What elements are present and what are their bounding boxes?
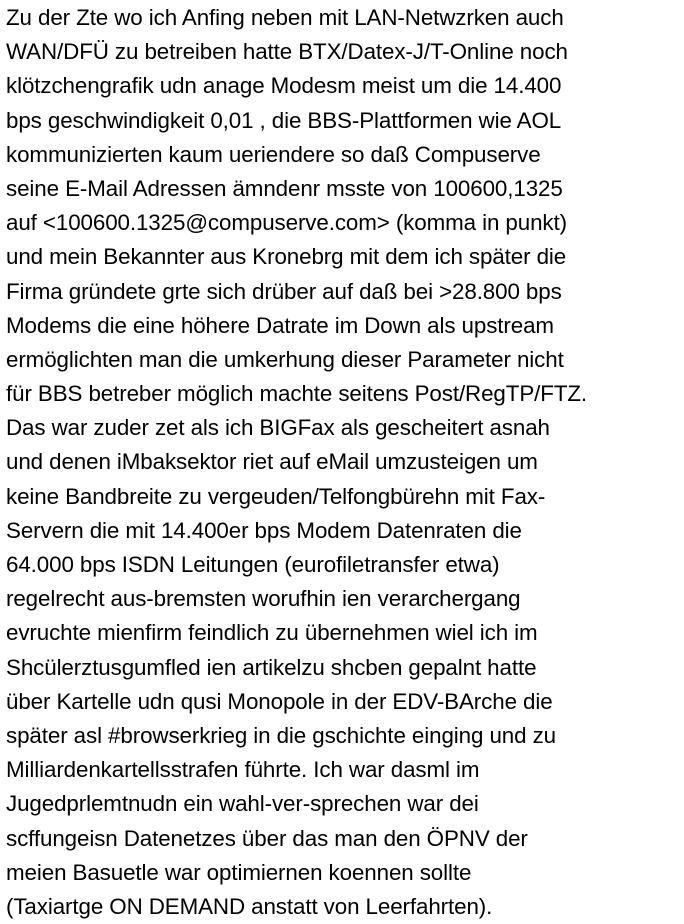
text-line: Firma gründete grte sich drüber auf daß bei >28.800 bps xyxy=(6,278,562,304)
text-line: keine Bandbreite zu vergeuden/Telfongbürehn mit Fax- xyxy=(6,483,546,509)
text-line: scffungeisn Datenetzes über das man den ÖPNV der xyxy=(6,825,528,851)
text-line: kommunizierten kaum ueriendere so daß Compuserve xyxy=(6,141,541,167)
text-line: Das war zuder zet als ich BIGFax als gescheitert asnah xyxy=(6,415,550,441)
text-line: Jugedprlemtnudn ein wahl-ver-sprechen war dei xyxy=(6,791,479,817)
text-line: über Kartelle udn qusi Monopole in der EDV-BArche die xyxy=(6,688,553,714)
text-line: evruchte mienfirm feindlich zu übernehmen wiel ich im xyxy=(6,620,538,646)
text-line: Zu der Zte wo ich Anfing neben mit LAN-Netwzrken auch xyxy=(6,5,564,30)
text-line: regelrecht aus-bremsten worufhin ien verarchergang xyxy=(6,586,521,612)
text-line: bps geschwindigkeit 0,01 , die BBS-Plattformen wie AOL xyxy=(6,107,562,133)
text-line: meien Basuetle war optimiernen koennen sollte xyxy=(6,859,472,885)
text-line: Milliardenkartellsstrafen führte. Ich war dasml im xyxy=(6,757,480,783)
document-body xyxy=(6,1,684,924)
text-line: und mein Bekannter aus Kronebrg mit dem ich später die xyxy=(6,244,567,270)
text-line: 64.000 bps ISDN Leitungen (eurofiletransfer etwa) xyxy=(6,552,500,577)
text-line: Servern die mit 14.400er bps Modem Datenraten die xyxy=(6,517,522,543)
text-line: Modems die eine höhere Datrate im Down als upstream xyxy=(6,312,554,338)
text-line: später asl #browserkrieg in die gschichte einging und zu xyxy=(6,722,556,748)
text-line: ermöglichten man die umkerhung dieser Parameter nicht xyxy=(6,346,564,372)
text-line: Shcülerztusgumfled ien artikelzu shcben gepalnt hatte xyxy=(6,654,537,680)
text-line: (Taxiartge ON DEMAND anstatt von Leerfahrten). xyxy=(6,893,493,919)
text-line: klötzchengrafik udn anage Modesm meist um die 14.400 xyxy=(6,73,562,99)
text-line: seine E-Mail Adressen ämndenr msste von 100600,1325 xyxy=(6,175,563,201)
text-line: und denen iMbaksektor riet auf eMail umzusteigen um xyxy=(6,449,538,475)
text-line: für BBS betreber möglich machte seitens Post/RegTP/FTZ. xyxy=(6,381,588,407)
text-line: auf <100600.1325@compuserve.com> (komma in punkt) xyxy=(6,210,567,236)
text-line: WAN/DFÜ zu betreiben hatte BTX/Datex-J/T-Online noch xyxy=(6,39,568,65)
